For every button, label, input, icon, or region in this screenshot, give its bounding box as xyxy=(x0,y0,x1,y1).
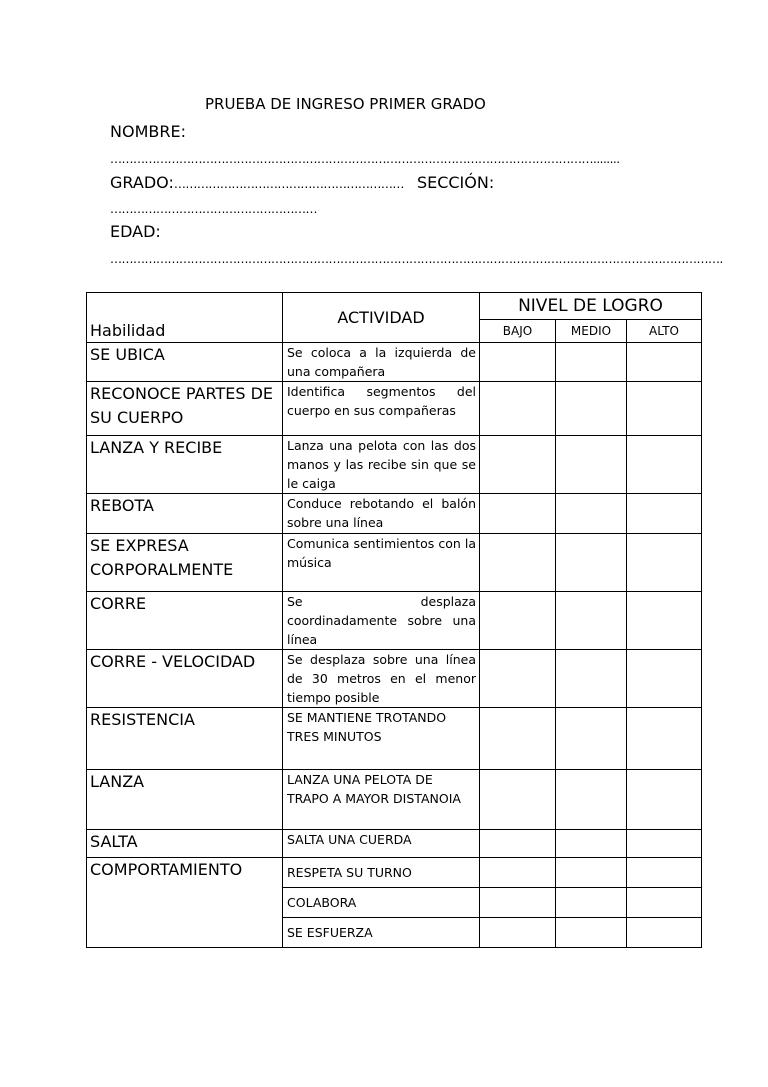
nivel-alto-cell[interactable] xyxy=(627,708,702,770)
grado-row xyxy=(110,173,494,192)
nivel-alto-cell[interactable] xyxy=(627,592,702,650)
actividad-cell: Comunica sentimientos con la música xyxy=(283,534,480,592)
actividad-cell: SE ESFUERZA xyxy=(283,918,480,948)
header-habilidad: Habilidad xyxy=(87,293,283,343)
nivel-alto-cell[interactable] xyxy=(627,343,702,382)
table-row xyxy=(87,858,702,888)
header-bajo: BAJO xyxy=(480,320,556,343)
table-row xyxy=(87,436,702,494)
nivel-medio-cell[interactable] xyxy=(556,830,627,858)
seccion-field[interactable]: ……………………………………………… xyxy=(110,202,317,216)
nivel-medio-cell[interactable] xyxy=(556,382,627,436)
nivel-medio-cell[interactable] xyxy=(556,343,627,382)
nivel-bajo-cell[interactable] xyxy=(480,858,556,888)
nivel-bajo-cell[interactable] xyxy=(480,830,556,858)
table-row xyxy=(87,830,702,858)
table-row xyxy=(87,382,702,436)
header-alto: ALTO xyxy=(627,320,702,343)
actividad-cell: SALTA UNA CUERDA xyxy=(283,830,480,858)
actividad-cell: Se desplaza sobre una línea de 30 metros en el menor tiempo posible xyxy=(283,650,480,708)
habilidad-cell: CORRE xyxy=(87,592,283,650)
actividad-cell: Identifica segmentos del cuerpo en sus compañeras xyxy=(283,382,480,436)
nivel-medio-cell[interactable] xyxy=(556,770,627,830)
nivel-alto-cell[interactable] xyxy=(627,888,702,918)
nivel-alto-cell[interactable] xyxy=(627,650,702,708)
nivel-medio-cell[interactable] xyxy=(556,494,627,534)
nivel-bajo-cell[interactable] xyxy=(480,436,556,494)
table-row xyxy=(87,592,702,650)
nivel-medio-cell[interactable] xyxy=(556,592,627,650)
grado-label: GRADO: xyxy=(110,173,174,192)
nivel-bajo-cell[interactable] xyxy=(480,534,556,592)
nivel-alto-cell[interactable] xyxy=(627,830,702,858)
nivel-bajo-cell[interactable] xyxy=(480,382,556,436)
table-row xyxy=(87,770,702,830)
actividad-cell: Se coloca a la izquierda de una compañera xyxy=(283,343,480,382)
edad-label: EDAD: xyxy=(110,222,161,241)
habilidad-cell: COMPORTAMIENTO xyxy=(87,858,283,948)
nivel-bajo-cell[interactable] xyxy=(480,650,556,708)
edad-field[interactable]: ……………………………………………………………………………………………………………………………………………. xyxy=(110,252,723,266)
nivel-bajo-cell[interactable] xyxy=(480,918,556,948)
nombre-field[interactable]: ………………………………………………………………………………………………………………........ xyxy=(110,152,620,166)
habilidad-cell: SE EXPRESA CORPORALMENTE xyxy=(87,534,283,592)
nivel-alto-cell[interactable] xyxy=(627,382,702,436)
nivel-medio-cell[interactable] xyxy=(556,888,627,918)
grado-field[interactable]: …………………………………………………… xyxy=(173,177,404,191)
habilidad-cell: RECONOCE PARTES DE SU CUERPO xyxy=(87,382,283,436)
actividad-cell: Conduce rebotando el balón sobre una línea xyxy=(283,494,480,534)
header-medio: MEDIO xyxy=(556,320,627,343)
seccion-label: SECCIÓN: xyxy=(416,173,495,192)
header-nivel-de-logro: NIVEL DE LOGRO xyxy=(480,293,702,320)
table-row xyxy=(87,650,702,708)
nivel-alto-cell[interactable] xyxy=(627,918,702,948)
habilidad-cell: LANZA Y RECIBE xyxy=(87,436,283,494)
nivel-medio-cell[interactable] xyxy=(556,650,627,708)
nivel-alto-cell[interactable] xyxy=(627,534,702,592)
habilidad-cell: SE UBICA xyxy=(87,343,283,382)
nivel-bajo-cell[interactable] xyxy=(480,888,556,918)
nivel-alto-cell[interactable] xyxy=(627,436,702,494)
table-row xyxy=(87,343,702,382)
nombre-label: NOMBRE: xyxy=(110,122,186,141)
actividad-cell: COLABORA xyxy=(283,888,480,918)
habilidad-cell: LANZA xyxy=(87,770,283,830)
nivel-bajo-cell[interactable] xyxy=(480,592,556,650)
actividad-cell: LANZA UNA PELOTA DE TRAPO A MAYOR DISTANOIA xyxy=(283,770,480,830)
habilidad-cell: CORRE - VELOCIDAD xyxy=(87,650,283,708)
habilidad-cell: SALTA xyxy=(87,830,283,858)
nivel-bajo-cell[interactable] xyxy=(480,494,556,534)
actividad-cell: SE MANTIENE TROTANDO TRES MINUTOS xyxy=(283,708,480,770)
nivel-medio-cell[interactable] xyxy=(556,708,627,770)
actividad-cell: Lanza una pelota con las dos manos y las recibe sin que se le caiga xyxy=(283,436,480,494)
page-title: PRUEBA DE INGRESO PRIMER GRADO xyxy=(205,95,486,113)
nivel-alto-cell[interactable] xyxy=(627,858,702,888)
nivel-medio-cell[interactable] xyxy=(556,534,627,592)
table-row xyxy=(87,708,702,770)
nivel-medio-cell[interactable] xyxy=(556,436,627,494)
nivel-medio-cell[interactable] xyxy=(556,858,627,888)
nivel-medio-cell[interactable] xyxy=(556,918,627,948)
evaluation-table xyxy=(86,292,702,948)
nivel-bajo-cell[interactable] xyxy=(480,770,556,830)
habilidad-cell: REBOTA xyxy=(87,494,283,534)
nivel-alto-cell[interactable] xyxy=(627,770,702,830)
habilidad-cell: RESISTENCIA xyxy=(87,708,283,770)
table-row xyxy=(87,494,702,534)
actividad-cell: RESPETA SU TURNO xyxy=(283,858,480,888)
nivel-bajo-cell[interactable] xyxy=(480,708,556,770)
table-row xyxy=(87,534,702,592)
actividad-cell: Se desplaza coordinadamente sobre una línea xyxy=(283,592,480,650)
header-actividad: ACTIVIDAD xyxy=(283,293,480,343)
nivel-alto-cell[interactable] xyxy=(627,494,702,534)
nivel-bajo-cell[interactable] xyxy=(480,343,556,382)
